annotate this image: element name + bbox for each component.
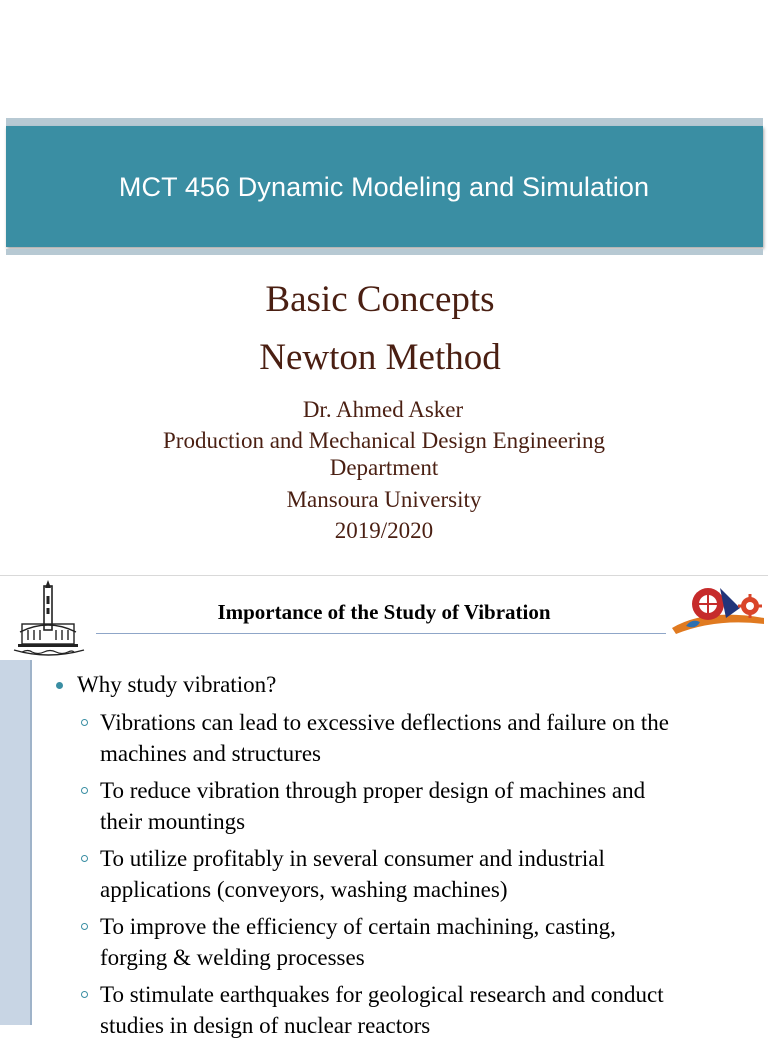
sub-bullet-text: machines and structures (100, 741, 321, 766)
slide-heading: Importance of the Study of Vibration (217, 600, 551, 624)
sub-bullet-text: To improve the efficiency of certain machining, casting, (100, 914, 616, 939)
sub-bullet-text: their mountings (100, 809, 246, 834)
list-item (52, 979, 752, 1041)
bullet-ring-icon (81, 991, 88, 998)
list-item (52, 707, 752, 769)
main-bullet-text: Why study vibration? (77, 672, 277, 697)
slide-title-line-1: Basic Concepts (265, 279, 495, 320)
content-slide (0, 575, 768, 1038)
list-item (52, 843, 752, 905)
bullet-ring-icon (81, 855, 88, 862)
heading-underline (96, 633, 668, 634)
sub-bullet-text: To reduce vibration through proper design of machines and (100, 778, 646, 803)
slide-sidebar-bar (0, 660, 32, 1025)
bullet-list (52, 671, 752, 1047)
banner-bottom-accent-line (6, 249, 763, 255)
sub-bullet-group (52, 707, 752, 1041)
slide-title-line-2: Newton Method (259, 337, 501, 378)
course-title: MCT 456 Dynamic Modeling and Simulation (118, 172, 650, 202)
bullet-dot-icon (56, 682, 63, 689)
sub-bullet-text: To utilize profitably in several consumer and industrial (100, 846, 605, 871)
sub-bullet-text: studies in design of nuclear reactors (100, 1013, 431, 1038)
sub-bullet-text: forging & welding processes (100, 945, 365, 970)
bullet-ring-icon (81, 719, 88, 726)
sub-bullet-text: Vibrations can lead to excessive deflections and failure on the (100, 710, 669, 735)
bullet-ring-icon (81, 923, 88, 930)
banner-top-accent-line (6, 118, 763, 126)
list-item (52, 911, 752, 973)
list-item (52, 775, 752, 837)
university-name: Mansoura University (286, 487, 482, 512)
academic-year: 2019/2020 (334, 518, 434, 543)
author-name: Dr. Ahmed Asker (302, 397, 464, 422)
sub-bullet-text: To stimulate earthquakes for geological research and conduct (100, 982, 664, 1007)
department-gear-logo-icon (666, 578, 768, 638)
department-line-1: Production and Mechanical Design Engineering (163, 428, 605, 453)
bullet-ring-icon (81, 787, 88, 794)
sub-bullet-text: applications (conveyors, washing machines) (100, 877, 508, 902)
department-line-2: Department (329, 455, 439, 480)
sub-bullet-list (52, 707, 752, 1041)
list-item (52, 671, 752, 699)
